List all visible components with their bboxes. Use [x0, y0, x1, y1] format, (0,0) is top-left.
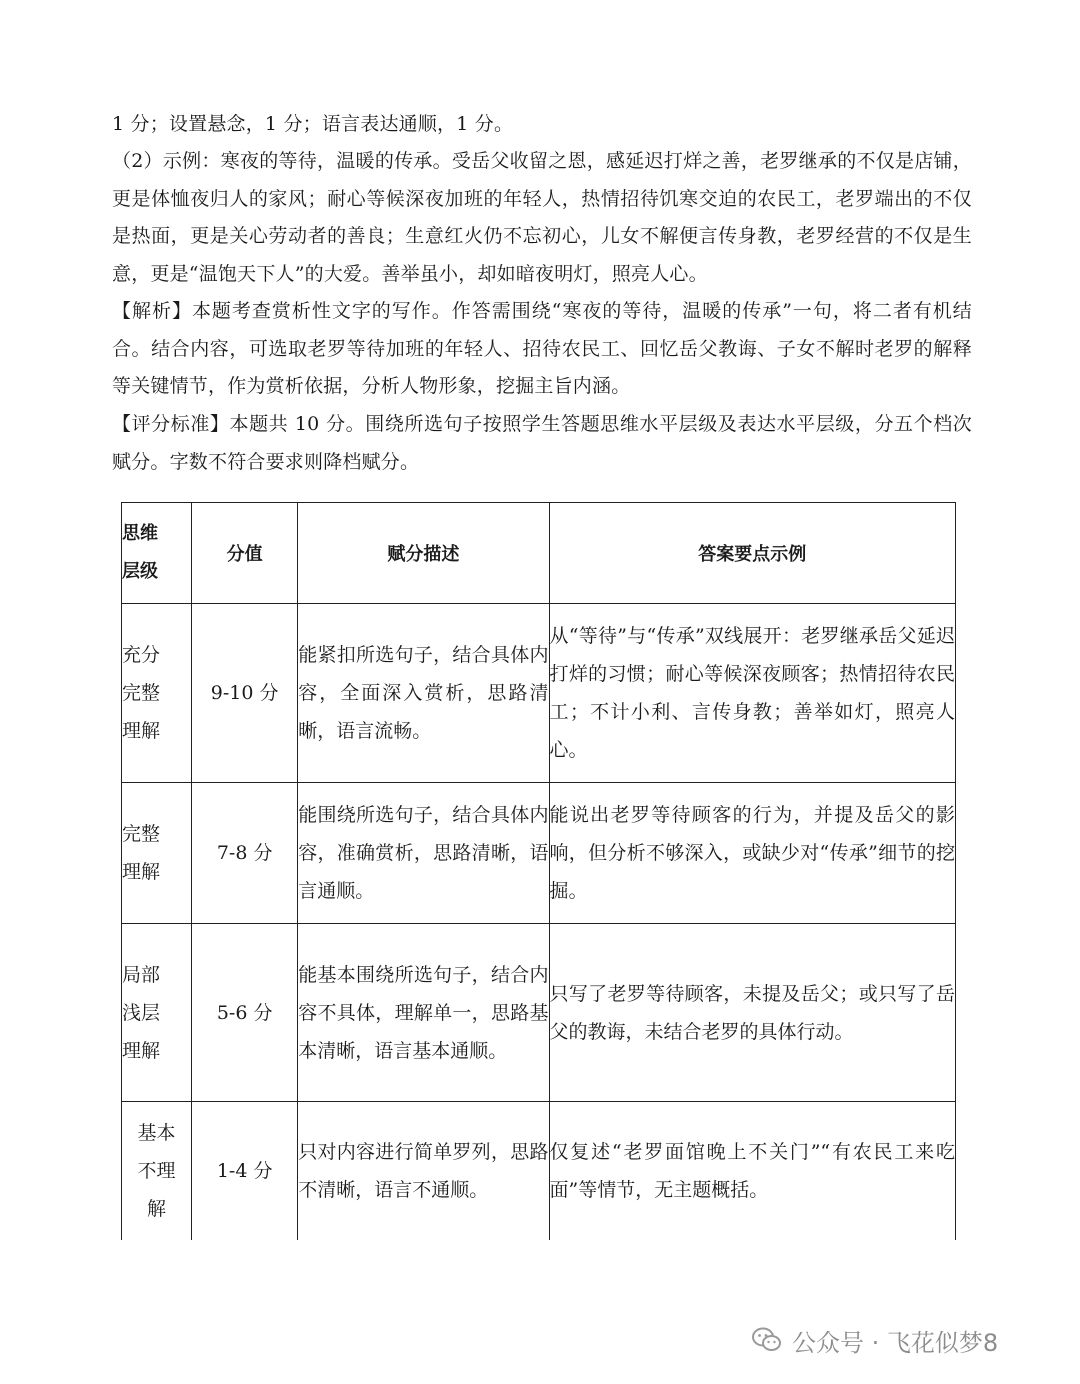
score-cell: 5-6 分 — [192, 924, 298, 1102]
paragraph-analysis: 【解析】本题考查赏析性文字的写作。作答需围绕“寒夜的等待，温暖的传承”一句，将二者有机结合。结合内容，可选取老罗等待加班的年轻人、招待农民工、回忆岳父教诲、子女不解时老罗的解释等关键情节，作为赏析依据，分析人物形象，挖掘主旨内涵。 — [112, 300, 972, 397]
level-cell: 充分 完整 理解 — [122, 604, 192, 783]
description-cell: 能基本围绕所选句子，结合内容不具体，理解单一，思路基本清晰，语言基本通顺。 — [298, 924, 549, 1102]
description-cell: 能围绕所选句子，结合具体内容，准确赏析，思路清晰，语言通顺。 — [298, 783, 549, 924]
watermark — [752, 1320, 998, 1360]
header-description: 赋分描述 — [298, 503, 549, 604]
table-row — [122, 924, 956, 1102]
table-header-row — [122, 503, 956, 604]
level-cell: 局部 浅层 理解 — [122, 924, 192, 1102]
header-score: 分值 — [192, 503, 298, 604]
paragraph-scoring-tail: 1 分；设置悬念，1 分；语言表达通顺，1 分。 — [112, 113, 514, 135]
header-thinking-level: 思维 层级 — [122, 503, 192, 604]
level-cell: 完整 理解 — [122, 783, 192, 924]
header-example: 答案要点示例 — [549, 503, 956, 604]
wechat-icon — [752, 1327, 782, 1353]
example-cell: 能说出老罗等待顾客的行为，并提及岳父的影响，但分析不够深入，或缺少对“传承”细节的挖掘。 — [549, 783, 956, 924]
table-row — [122, 1102, 956, 1241]
watermark-text: 公众号 · 飞花似梦8 — [792, 1328, 999, 1357]
paragraph-scoring-standard: 【评分标准】本题共 10 分。围绕所选句子按照学生答题思维水平层级及表达水平层级，分五个档次赋分。字数不符合要求则降档赋分。 — [112, 413, 972, 473]
level-cell: 基本 不理 解 — [122, 1102, 192, 1241]
table-row — [122, 604, 956, 783]
paragraph-example-answer: （2）示例：寒夜的等待，温暖的传承。受岳父收留之恩，感延迟打烊之善，老罗继承的不仅是店铺，更是体恤夜归人的家风；耐心等候深夜加班的年轻人，热情招待饥寒交迫的农民工，老罗端出的不仅是热面，更是关心劳动者的善良；生意红火仍不忘初心，儿女不解便言传身教，老罗经营的不仅是生意，更是“温饱天下人”的大爱。善举虽小，却如暗夜明灯，照亮人心。 — [112, 150, 972, 285]
score-cell: 9-10 分 — [192, 604, 298, 783]
score-cell: 7-8 分 — [192, 783, 298, 924]
score-cell: 1-4 分 — [192, 1102, 298, 1241]
example-cell: 只写了老罗等待顾客，未提及岳父；或只写了岳父的教诲，未结合老罗的具体行动。 — [549, 924, 956, 1102]
example-cell: 从“等待”与“传承”双线展开：老罗继承岳父延迟打烊的习惯；耐心等候深夜顾客；热情招待农民工；不计小利、言传身教；善举如灯，照亮人心。 — [549, 604, 956, 783]
scoring-rubric-table — [121, 502, 956, 1240]
example-cell: 仅复述“老罗面馆晚上不关门”“有农民工来吃面”等情节，无主题概括。 — [549, 1102, 956, 1241]
table-row — [122, 783, 956, 924]
description-cell: 能紧扣所选句子，结合具体内容，全面深入赏析，思路清晰，语言流畅。 — [298, 604, 549, 783]
description-cell: 只对内容进行简单罗列，思路不清晰，语言不通顺。 — [298, 1102, 549, 1241]
